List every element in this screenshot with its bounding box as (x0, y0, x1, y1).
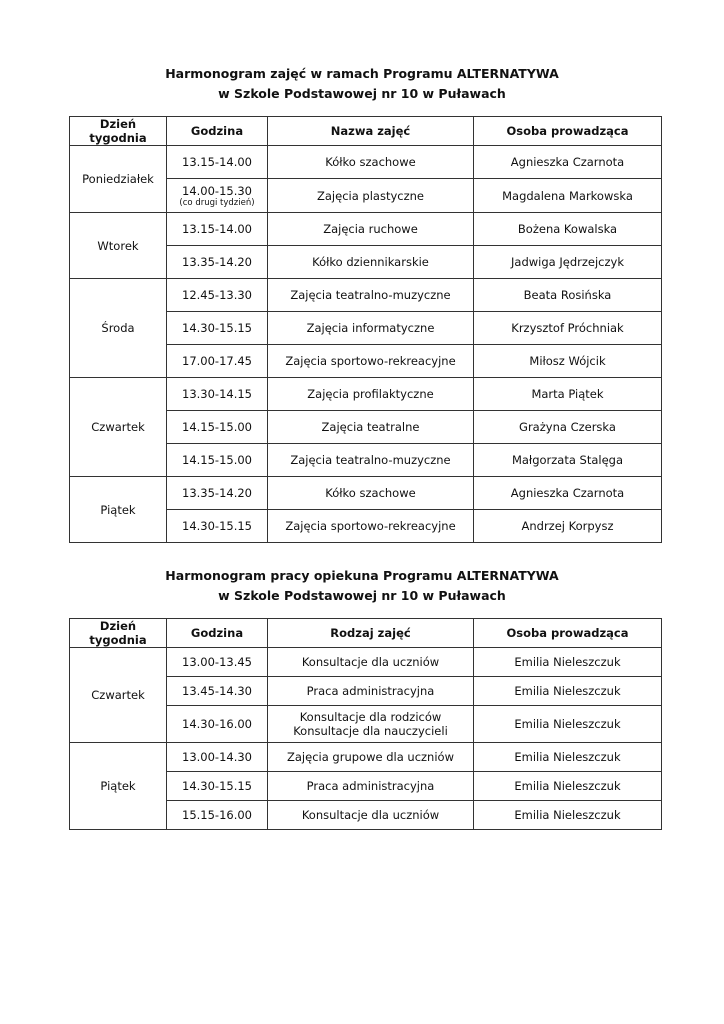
name-cell: Zajęcia sportowo-rekreacyjne (268, 510, 474, 543)
name-cell: Praca administracyjna (268, 772, 474, 801)
person-cell: Marta Piątek (474, 378, 662, 411)
schedule-title-line1: Harmonogram zajęć w ramach Programu ALTERNATYWA (165, 66, 559, 81)
day-cell: Czwartek (70, 648, 167, 743)
schedule-title-line2: w Szkole Podstawowej nr 10 w Puławach (218, 86, 506, 101)
table-row (70, 146, 662, 179)
name-cell: Kółko dziennikarskie (268, 246, 474, 279)
time-cell: 13.45-14.30 (167, 677, 268, 706)
name-cell: Zajęcia teatralno-muzyczne (268, 444, 474, 477)
person-cell: Emilia Nieleszczuk (474, 648, 662, 677)
person-cell: Magdalena Markowska (474, 179, 662, 213)
person-cell: Agnieszka Czarnota (474, 146, 662, 179)
time-cell: 14.30-15.15 (167, 312, 268, 345)
time-cell: 15.15-16.00 (167, 801, 268, 830)
caretaker-schedule-table (69, 618, 662, 830)
time-note: (co drugi tydzień) (179, 197, 255, 208)
day-cell: Środa (70, 279, 167, 378)
name-cell: Zajęcia teatralno-muzyczne (268, 279, 474, 312)
time-cell: 13.00-13.45 (167, 648, 268, 677)
table-row (70, 743, 662, 772)
day-cell: Piątek (70, 743, 167, 830)
time-cell: 14.15-15.00 (167, 411, 268, 444)
person-cell: Jadwiga Jędrzejczyk (474, 246, 662, 279)
table-row (70, 477, 662, 510)
time-cell: 13.15-14.00 (167, 213, 268, 246)
header-time: Godzina (167, 619, 268, 648)
name-cell: Konsultacje dla uczniów (268, 648, 474, 677)
table-row (70, 279, 662, 312)
day-cell: Czwartek (70, 378, 167, 477)
name-cell: Zajęcia informatyczne (268, 312, 474, 345)
time-cell (167, 179, 268, 213)
header-person: Osoba prowadząca (474, 117, 662, 146)
name-cell: Zajęcia sportowo-rekreacyjne (268, 345, 474, 378)
table-row (70, 378, 662, 411)
time-value: 14.00-15.30 (182, 183, 252, 198)
time-cell: 13.35-14.20 (167, 246, 268, 279)
caretaker-schedule-title (0, 566, 724, 606)
person-cell: Krzysztof Próchniak (474, 312, 662, 345)
name-cell: Zajęcia profilaktyczne (268, 378, 474, 411)
name-line: Konsultacje dla rodziców (299, 710, 442, 724)
header-day: Dzień tygodnia (70, 117, 167, 146)
person-cell: Emilia Nieleszczuk (474, 801, 662, 830)
person-cell: Małgorzata Stalęga (474, 444, 662, 477)
name-cell: Konsultacje dla uczniów (268, 801, 474, 830)
person-cell: Grażyna Czerska (474, 411, 662, 444)
time-cell: 14.30-16.00 (167, 706, 268, 743)
person-cell: Bożena Kowalska (474, 213, 662, 246)
person-cell: Emilia Nieleszczuk (474, 706, 662, 743)
table-header-row (70, 619, 662, 648)
name-cell (268, 706, 474, 743)
person-cell: Miłosz Wójcik (474, 345, 662, 378)
day-cell: Poniedziałek (70, 146, 167, 213)
table-row (70, 213, 662, 246)
header-type: Rodzaj zajęć (268, 619, 474, 648)
name-cell: Zajęcia ruchowe (268, 213, 474, 246)
schedule-title (0, 64, 724, 104)
time-cell: 13.30-14.15 (167, 378, 268, 411)
time-cell: 17.00-17.45 (167, 345, 268, 378)
header-day: Dzień tygodnia (70, 619, 167, 648)
person-cell: Agnieszka Czarnota (474, 477, 662, 510)
day-cell: Wtorek (70, 213, 167, 279)
time-cell: 13.15-14.00 (167, 146, 268, 179)
table-header-row (70, 117, 662, 146)
name-cell: Zajęcia plastyczne (268, 179, 474, 213)
name-cell: Kółko szachowe (268, 477, 474, 510)
person-cell: Andrzej Korpysz (474, 510, 662, 543)
time-cell: 14.15-15.00 (167, 444, 268, 477)
table-row (70, 648, 662, 677)
person-cell: Emilia Nieleszczuk (474, 772, 662, 801)
time-cell: 14.30-15.15 (167, 510, 268, 543)
header-name: Nazwa zajęć (268, 117, 474, 146)
name-cell: Zajęcia grupowe dla uczniów (268, 743, 474, 772)
time-cell: 14.30-15.15 (167, 772, 268, 801)
time-cell: 13.00-14.30 (167, 743, 268, 772)
time-cell: 13.35-14.20 (167, 477, 268, 510)
caretaker-title-line1: Harmonogram pracy opiekuna Programu ALTERNATYWA (165, 568, 559, 583)
name-cell: Kółko szachowe (268, 146, 474, 179)
header-time: Godzina (167, 117, 268, 146)
name-cell: Praca administracyjna (268, 677, 474, 706)
time-cell: 12.45-13.30 (167, 279, 268, 312)
activities-schedule-table (69, 116, 662, 543)
person-cell: Beata Rosińska (474, 279, 662, 312)
name-cell: Zajęcia teatralne (268, 411, 474, 444)
person-cell: Emilia Nieleszczuk (474, 677, 662, 706)
person-cell: Emilia Nieleszczuk (474, 743, 662, 772)
name-line: Konsultacje dla nauczycieli (293, 724, 448, 738)
caretaker-title-line2: w Szkole Podstawowej nr 10 w Puławach (218, 588, 506, 603)
header-person: Osoba prowadząca (474, 619, 662, 648)
day-cell: Piątek (70, 477, 167, 543)
